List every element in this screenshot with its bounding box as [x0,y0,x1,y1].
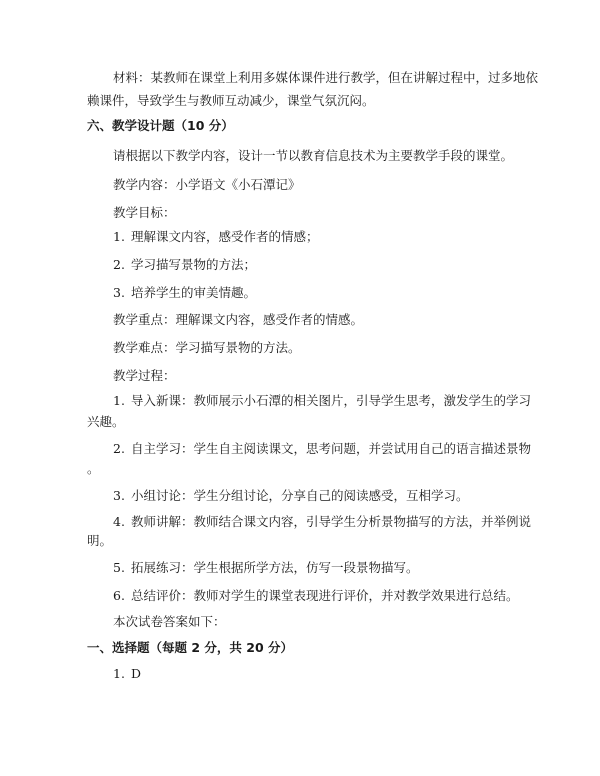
process-continuation: 明。 [87,533,113,548]
process-number: 3. [113,488,125,503]
goal-item [113,285,600,301]
answer-text: D [131,666,142,681]
teaching-goals-label: 教学目标： [113,205,176,220]
process-number: 2. [113,441,125,456]
teaching-content: 教学内容：小学语文《小石潭记》 [113,177,301,192]
process-number: 1. [113,393,125,408]
process-text: 导入新课：教师展示小石潭的相关图片，引导学生思考，激发学生的学习 [131,393,532,408]
process-item [113,560,600,576]
goal-number: 3. [113,285,125,300]
process-continuation: 。 [87,461,100,476]
design-prompt: 请根据以下教学内容，设计一节以教育信息技术为主要教学手段的课堂。 [113,148,514,163]
teaching-difficulty: 教学难点：学习描写景物的方法。 [113,340,301,355]
process-item [113,514,600,530]
goal-text: 培养学生的审美情趣。 [131,285,257,300]
goal-item [113,257,600,273]
process-text: 教师讲解：教师结合课文内容，引导学生分析景物描写的方法，并举例说 [131,514,532,529]
goal-text: 理解课文内容，感受作者的情感； [131,229,319,244]
process-number: 5. [113,560,125,575]
goal-item [113,229,600,245]
process-continuation: 兴趣。 [87,414,125,429]
goal-text: 学习描写景物的方法； [131,257,257,272]
process-number: 6. [113,588,125,603]
answer-item [113,666,600,682]
material-line-2: 赖课件，导致学生与教师互动减少，课堂气氛沉闷。 [87,93,375,108]
section-1-heading: 一、选择题（每题 2 分，共 20 分） [87,640,294,655]
teaching-key-point: 教学重点：理解课文内容，感受作者的情感。 [113,312,364,327]
answer-number: 1. [113,666,125,681]
process-item [113,588,600,604]
process-item [113,488,600,504]
section-6-heading: 六、教学设计题（10 分） [87,118,234,133]
process-text: 总结评价：教师对学生的课堂表现进行评价，并对教学效果进行总结。 [131,588,519,603]
process-number: 4. [113,514,125,529]
process-text: 自主学习：学生自主阅读课文，思考问题，并尝试用自己的语言描述景物 [131,441,532,456]
process-item [113,441,600,457]
answers-intro: 本次试卷答案如下： [113,614,226,629]
teaching-process-label: 教学过程： [113,368,176,383]
material-line-1: 材料：某教师在课堂上利用多媒体课件进行教学，但在讲解过程中，过多地依 [113,70,539,85]
process-item [113,393,600,409]
process-text: 拓展练习：学生根据所学方法，仿写一段景物描写。 [131,560,419,575]
goal-number: 2. [113,257,125,272]
goal-number: 1. [113,229,125,244]
process-text: 小组讨论：学生分组讨论，分享自己的阅读感受，互相学习。 [131,488,469,503]
